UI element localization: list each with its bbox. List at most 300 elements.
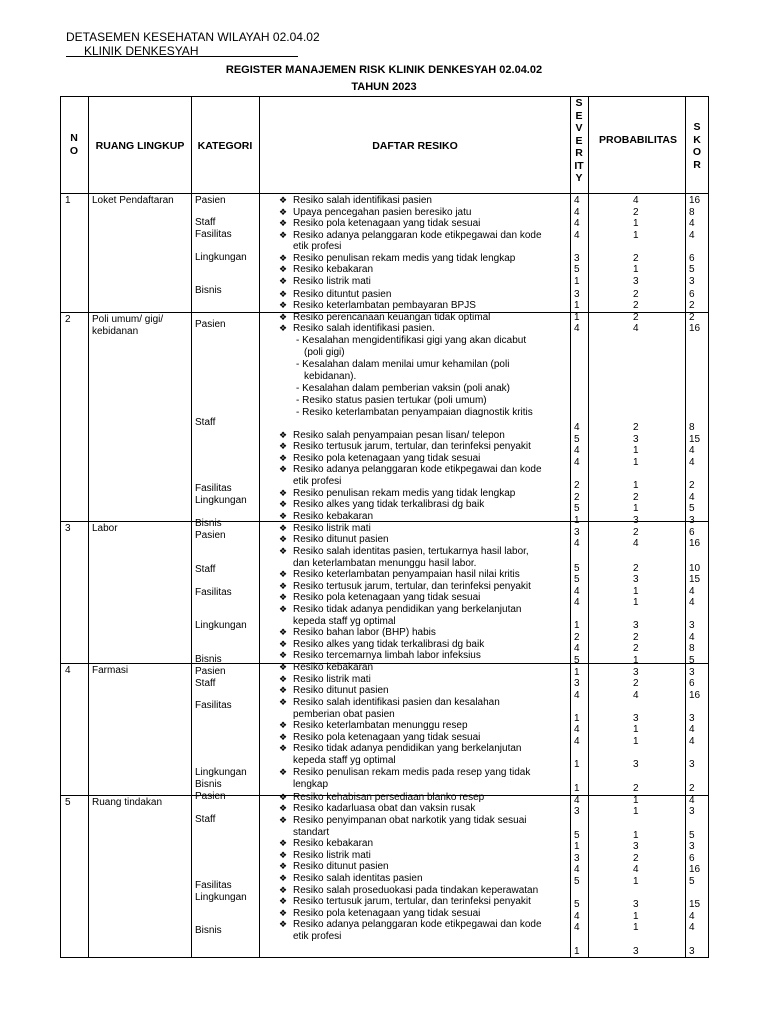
score-value: 3 bbox=[689, 946, 695, 957]
category-label: Lingkungan bbox=[195, 620, 247, 631]
bullet-icon: ❖ bbox=[279, 815, 288, 825]
header-probabilitas: PROBABILITAS bbox=[599, 134, 677, 146]
score-value: 8 bbox=[689, 643, 695, 654]
risk-item bbox=[279, 464, 566, 476]
risk-text: Resiko dituntut pasien bbox=[293, 289, 392, 300]
risk-item bbox=[279, 218, 566, 230]
score-value: 4 bbox=[689, 218, 695, 229]
probability-value: 2 bbox=[633, 207, 639, 218]
risk-item bbox=[279, 885, 566, 897]
probability-value: 1 bbox=[633, 830, 639, 841]
probability-value: 1 bbox=[633, 457, 639, 468]
risk-text: Resiko listrik mati bbox=[293, 674, 371, 685]
severity-value: 5 bbox=[574, 876, 580, 887]
header-no: N O bbox=[69, 132, 79, 157]
score-value: 4 bbox=[689, 445, 695, 456]
risk-text: Resiko salah penyampaian pesan lisan/ telepon bbox=[293, 430, 505, 441]
risk-item bbox=[279, 430, 566, 442]
risk-text: kepeda staff yg optimal bbox=[293, 616, 396, 627]
score-value: 4 bbox=[689, 632, 695, 643]
risk-item bbox=[279, 289, 566, 301]
score-value: 5 bbox=[689, 830, 695, 841]
category-label: Pasien bbox=[195, 666, 226, 677]
probability-value: 2 bbox=[633, 643, 639, 654]
probability-value: 1 bbox=[633, 264, 639, 275]
probability-value: 1 bbox=[633, 230, 639, 241]
bullet-icon: ❖ bbox=[279, 720, 288, 730]
col-divider bbox=[570, 97, 571, 957]
bullet-icon: ❖ bbox=[279, 697, 288, 707]
probability-value: 3 bbox=[633, 667, 639, 678]
bullet-icon: ❖ bbox=[279, 488, 288, 498]
severity-value: 4 bbox=[574, 218, 580, 229]
bullet-icon: ❖ bbox=[279, 523, 288, 533]
probability-value: 1 bbox=[633, 655, 639, 666]
bullet-icon: ❖ bbox=[279, 511, 288, 521]
probability-value: 2 bbox=[633, 527, 639, 538]
severity-value: 3 bbox=[574, 853, 580, 864]
severity-value: 4 bbox=[574, 445, 580, 456]
bullet-icon: ❖ bbox=[279, 441, 288, 451]
category-label: Fasilitas bbox=[195, 483, 232, 494]
probability-value: 1 bbox=[633, 724, 639, 735]
probability-value: 2 bbox=[633, 492, 639, 503]
risk-text: kebidanan). bbox=[304, 371, 357, 382]
probability-value: 2 bbox=[633, 632, 639, 643]
bullet-icon: ❖ bbox=[279, 792, 288, 802]
document-title: REGISTER MANAJEMEN RISK KLINIK DENKESYAH 02.04.02 bbox=[225, 64, 543, 76]
score-value: 2 bbox=[689, 312, 695, 323]
severity-value: 4 bbox=[574, 230, 580, 241]
severity-value: 4 bbox=[574, 736, 580, 747]
bullet-icon: ❖ bbox=[279, 861, 288, 871]
probability-value: 4 bbox=[633, 323, 639, 334]
risk-text: Resiko penyimpanan obat narkotik yang tidak sesuai bbox=[293, 815, 527, 826]
risk-register-table bbox=[60, 96, 709, 958]
score-value: 4 bbox=[689, 922, 695, 933]
severity-value: 3 bbox=[574, 806, 580, 817]
risk-text: Resiko tidak adanya pendidikan yang berkelanjutan bbox=[293, 743, 522, 754]
risk-item bbox=[279, 276, 566, 288]
risk-text: Resiko penulisan rekam medis yang tidak lengkap bbox=[293, 253, 516, 264]
bullet-icon: ❖ bbox=[279, 732, 288, 742]
probability-value: 3 bbox=[633, 574, 639, 585]
risk-item bbox=[279, 685, 566, 697]
risk-item bbox=[279, 838, 566, 850]
risk-text: Resiko adanya pelanggaran kode etikpegawai dan kode bbox=[293, 919, 542, 930]
risk-item bbox=[279, 569, 566, 581]
category-label: Pasien bbox=[195, 195, 226, 206]
category-label: Staff bbox=[195, 678, 216, 689]
risk-text: Resiko ditunut pasien bbox=[293, 861, 389, 872]
severity-value: 2 bbox=[574, 492, 580, 503]
bullet-icon: ❖ bbox=[279, 218, 288, 228]
severity-value: 4 bbox=[574, 795, 580, 806]
risk-item bbox=[293, 827, 566, 839]
risk-item bbox=[304, 371, 566, 383]
header-kategori: KATEGORI bbox=[197, 140, 253, 152]
score-value: 5 bbox=[689, 264, 695, 275]
bullet-icon: ❖ bbox=[279, 276, 288, 286]
probability-value: 3 bbox=[633, 946, 639, 957]
risk-item bbox=[279, 499, 566, 511]
severity-value: 5 bbox=[574, 655, 580, 666]
bullet-icon: ❖ bbox=[279, 743, 288, 753]
bullet-icon: ❖ bbox=[279, 195, 288, 205]
risk-item bbox=[279, 230, 566, 242]
bullet-icon: ❖ bbox=[279, 569, 288, 579]
risk-text: - Resiko status pasien tertukar (poli umum) bbox=[296, 395, 487, 406]
risk-item bbox=[279, 592, 566, 604]
clinic-name: KLINIK DENKESYAH bbox=[84, 44, 199, 58]
risk-text: Resiko ditunut pasien bbox=[293, 534, 389, 545]
category-label: Staff bbox=[195, 564, 216, 575]
risk-item bbox=[279, 732, 566, 744]
bullet-icon: ❖ bbox=[279, 289, 288, 299]
section-divider bbox=[61, 663, 708, 664]
probability-value: 3 bbox=[633, 713, 639, 724]
bullet-icon: ❖ bbox=[279, 627, 288, 637]
severity-value: 4 bbox=[574, 911, 580, 922]
score-value: 4 bbox=[689, 230, 695, 241]
risk-text: standart bbox=[293, 827, 330, 838]
section-number: 2 bbox=[65, 314, 71, 325]
risk-text: Resiko salah identifikasi pasien bbox=[293, 195, 432, 206]
risk-text: etik profesi bbox=[293, 241, 342, 252]
risk-item bbox=[296, 335, 566, 347]
section-name: Labor bbox=[92, 523, 118, 534]
risk-item bbox=[279, 546, 566, 558]
risk-text: Resiko pola ketenagaan yang tidak sesuai bbox=[293, 908, 481, 919]
score-value: 16 bbox=[689, 323, 701, 334]
bullet-icon: ❖ bbox=[279, 908, 288, 918]
severity-value: 4 bbox=[574, 864, 580, 875]
risk-item bbox=[293, 779, 566, 791]
risk-text: Upaya pencegahan pasien beresiko jatu bbox=[293, 207, 472, 218]
score-value: 4 bbox=[689, 911, 695, 922]
severity-value: 5 bbox=[574, 264, 580, 275]
score-value: 3 bbox=[689, 806, 695, 817]
score-value: 2 bbox=[689, 783, 695, 794]
category-label: Fasilitas bbox=[195, 229, 232, 240]
risk-text: Resiko penulisan rekam medis yang tidak lengkap bbox=[293, 488, 516, 499]
risk-item bbox=[293, 616, 566, 628]
bullet-icon: ❖ bbox=[279, 323, 288, 333]
category-label: Bisnis bbox=[195, 285, 222, 296]
risk-text: - Resiko keterlambatan penyampaian diagnostik kritis bbox=[296, 407, 533, 418]
header-severity: SEVERITY bbox=[574, 97, 584, 184]
risk-item bbox=[279, 850, 566, 862]
bullet-icon: ❖ bbox=[279, 803, 288, 813]
risk-text: Resiko penulisan rekam medis pada resep yang tidak bbox=[293, 767, 531, 778]
score-value: 8 bbox=[689, 207, 695, 218]
risk-item bbox=[279, 908, 566, 920]
section-number: 1 bbox=[65, 195, 71, 206]
category-label: Pasien bbox=[195, 791, 226, 802]
score-value: 4 bbox=[689, 795, 695, 806]
risk-text: Resiko salah identifikasi pasien dan kesalahan bbox=[293, 697, 500, 708]
score-value: 3 bbox=[689, 276, 695, 287]
risk-text: Resiko kebakaran bbox=[293, 511, 374, 522]
risk-text: Resiko tercemarnya limbah labor infeksius bbox=[293, 650, 481, 661]
risk-text: Resiko adanya pelanggaran kode etikpegawai dan kode bbox=[293, 230, 542, 241]
severity-value: 5 bbox=[574, 830, 580, 841]
bullet-icon: ❖ bbox=[279, 662, 288, 672]
probability-value: 3 bbox=[633, 276, 639, 287]
severity-value: 1 bbox=[574, 300, 580, 311]
risk-item bbox=[279, 453, 566, 465]
probability-value: 4 bbox=[633, 538, 639, 549]
risk-item bbox=[279, 697, 566, 709]
probability-value: 2 bbox=[633, 853, 639, 864]
risk-text: Resiko kebakaran bbox=[293, 264, 374, 275]
severity-value: 5 bbox=[574, 899, 580, 910]
probability-value: 1 bbox=[633, 736, 639, 747]
risk-item bbox=[279, 534, 566, 546]
risk-item bbox=[279, 767, 566, 779]
risk-text: Resiko adanya pelanggaran kode etikpegawai dan kode bbox=[293, 464, 542, 475]
risk-text: Resiko listrik mati bbox=[293, 850, 371, 861]
category-label: Staff bbox=[195, 217, 216, 228]
bullet-icon: ❖ bbox=[279, 264, 288, 274]
section-divider bbox=[61, 795, 708, 796]
risk-item bbox=[279, 207, 566, 219]
risk-text: Resiko tertusuk jarum, tertular, dan terinfeksi penyakit bbox=[293, 441, 531, 452]
probability-value: 1 bbox=[633, 922, 639, 933]
severity-value: 1 bbox=[574, 515, 580, 526]
bullet-icon: ❖ bbox=[279, 453, 288, 463]
section-name: Ruang tindakan bbox=[92, 797, 163, 808]
header-skor: SKOR bbox=[692, 121, 702, 171]
risk-item bbox=[279, 792, 566, 804]
score-value: 4 bbox=[689, 492, 695, 503]
risk-item bbox=[279, 488, 566, 500]
probability-value: 1 bbox=[633, 911, 639, 922]
risk-text: Resiko bahan labor (BHP) habis bbox=[293, 627, 436, 638]
severity-value: 1 bbox=[574, 276, 580, 287]
category-label: Lingkungan bbox=[195, 495, 247, 506]
score-value: 5 bbox=[689, 503, 695, 514]
bullet-icon: ❖ bbox=[279, 464, 288, 474]
severity-value: 4 bbox=[574, 586, 580, 597]
severity-value: 4 bbox=[574, 457, 580, 468]
risk-text: Resiko salah proseduokasi pada tindakan keperawatan bbox=[293, 885, 539, 896]
severity-value: 4 bbox=[574, 643, 580, 654]
category-label: Staff bbox=[195, 417, 216, 428]
score-value: 3 bbox=[689, 841, 695, 852]
risk-text: etik profesi bbox=[293, 931, 342, 942]
risk-item bbox=[279, 195, 566, 207]
org-underline bbox=[66, 56, 298, 57]
severity-value: 4 bbox=[574, 323, 580, 334]
score-value: 8 bbox=[689, 422, 695, 433]
severity-value: 2 bbox=[574, 480, 580, 491]
org-name: DETASEMEN KESEHATAN WILAYAH 02.04.02 bbox=[66, 30, 320, 44]
severity-value: 4 bbox=[574, 597, 580, 608]
risk-item bbox=[279, 581, 566, 593]
probability-value: 1 bbox=[633, 586, 639, 597]
risk-text: Resiko tertusuk jarum, tertular, dan terinfeksi penyakit bbox=[293, 581, 531, 592]
probability-value: 4 bbox=[633, 195, 639, 206]
probability-value: 2 bbox=[633, 422, 639, 433]
probability-value: 1 bbox=[633, 445, 639, 456]
risk-item bbox=[279, 604, 566, 616]
risk-item bbox=[279, 639, 566, 651]
bullet-icon: ❖ bbox=[279, 685, 288, 695]
probability-value: 2 bbox=[633, 312, 639, 323]
col-divider bbox=[588, 97, 589, 957]
bullet-icon: ❖ bbox=[279, 767, 288, 777]
severity-value: 4 bbox=[574, 207, 580, 218]
risk-item bbox=[279, 873, 566, 885]
probability-value: 3 bbox=[633, 759, 639, 770]
probability-value: 1 bbox=[633, 806, 639, 817]
score-value: 15 bbox=[689, 434, 701, 445]
risk-text: Resiko pola ketenagaan yang tidak sesuai bbox=[293, 592, 481, 603]
category-label: Lingkungan bbox=[195, 767, 247, 778]
score-value: 3 bbox=[689, 713, 695, 724]
risk-text: Resiko salah identitas pasien bbox=[293, 873, 423, 884]
risk-item bbox=[279, 861, 566, 873]
probability-value: 1 bbox=[633, 218, 639, 229]
risk-item bbox=[279, 312, 566, 324]
risk-text: Resiko kebakaran bbox=[293, 662, 374, 673]
severity-value: 1 bbox=[574, 783, 580, 794]
severity-value: 1 bbox=[574, 946, 580, 957]
probability-value: 1 bbox=[633, 503, 639, 514]
score-value: 4 bbox=[689, 736, 695, 747]
severity-value: 3 bbox=[574, 678, 580, 689]
risk-text: dan keterlambatan menunggu hasil labor. bbox=[293, 558, 477, 569]
probability-value: 2 bbox=[633, 253, 639, 264]
risk-item bbox=[279, 815, 566, 827]
risk-text: lengkap bbox=[293, 779, 329, 790]
severity-value: 5 bbox=[574, 574, 580, 585]
risk-item bbox=[279, 650, 566, 662]
risk-text: Resiko pola ketenagaan yang tidak sesuai bbox=[293, 218, 481, 229]
risk-text: Resiko kadarluasa obat dan vaksin rusak bbox=[293, 803, 476, 814]
probability-value: 1 bbox=[633, 876, 639, 887]
severity-value: 1 bbox=[574, 759, 580, 770]
category-label: Fasilitas bbox=[195, 700, 232, 711]
risk-text: Resiko salah identitas pasien, tertukarnya hasil labor, bbox=[293, 546, 529, 557]
probability-value: 3 bbox=[633, 620, 639, 631]
risk-item bbox=[293, 709, 566, 721]
bullet-icon: ❖ bbox=[279, 850, 288, 860]
risk-item bbox=[296, 395, 566, 407]
score-value: 3 bbox=[689, 759, 695, 770]
risk-item bbox=[279, 264, 566, 276]
probability-value: 4 bbox=[633, 690, 639, 701]
bullet-icon: ❖ bbox=[279, 604, 288, 614]
bullet-icon: ❖ bbox=[279, 650, 288, 660]
risk-item bbox=[296, 359, 566, 371]
risk-item bbox=[279, 300, 566, 312]
risk-text: Resiko tertusuk jarum, tertular, dan terinfeksi penyakit bbox=[293, 896, 531, 907]
bullet-icon: ❖ bbox=[279, 919, 288, 929]
risk-item bbox=[279, 323, 566, 335]
risk-item bbox=[279, 674, 566, 686]
bullet-icon: ❖ bbox=[279, 674, 288, 684]
severity-value: 4 bbox=[574, 690, 580, 701]
risk-item bbox=[279, 627, 566, 639]
document-year: TAHUN 2023 bbox=[351, 81, 417, 93]
probability-value: 1 bbox=[633, 597, 639, 608]
severity-value: 1 bbox=[574, 713, 580, 724]
score-value: 16 bbox=[689, 538, 701, 549]
risk-item bbox=[304, 347, 566, 359]
probability-value: 2 bbox=[633, 563, 639, 574]
probability-value: 2 bbox=[633, 783, 639, 794]
severity-value: 1 bbox=[574, 667, 580, 678]
col-divider bbox=[259, 97, 260, 957]
section-divider bbox=[61, 193, 708, 194]
col-divider bbox=[685, 97, 686, 957]
risk-item bbox=[279, 743, 566, 755]
risk-text: - Kesalahan mengidentifikasi gigi yang akan dicabut bbox=[296, 335, 527, 346]
bullet-icon: ❖ bbox=[279, 838, 288, 848]
category-label: Staff bbox=[195, 814, 216, 825]
severity-value: 1 bbox=[574, 841, 580, 852]
probability-value: 3 bbox=[633, 434, 639, 445]
score-value: 16 bbox=[689, 864, 701, 875]
risk-item bbox=[279, 253, 566, 265]
bullet-icon: ❖ bbox=[279, 499, 288, 509]
score-value: 10 bbox=[689, 563, 701, 574]
score-value: 16 bbox=[689, 690, 701, 701]
section-number: 3 bbox=[65, 523, 71, 534]
score-value: 6 bbox=[689, 527, 695, 538]
header-ruang-lingkup: RUANG LINGKUP bbox=[95, 140, 185, 152]
category-label: Bisnis bbox=[195, 779, 222, 790]
severity-value: 1 bbox=[574, 620, 580, 631]
risk-item bbox=[293, 755, 566, 767]
score-value: 5 bbox=[689, 876, 695, 887]
severity-value: 3 bbox=[574, 289, 580, 300]
section-name: Loket Pendaftaran bbox=[92, 195, 174, 206]
score-value: 3 bbox=[689, 667, 695, 678]
section-number: 4 bbox=[65, 665, 71, 676]
score-value: 6 bbox=[689, 678, 695, 689]
score-value: 16 bbox=[689, 195, 701, 206]
probability-value: 1 bbox=[633, 795, 639, 806]
bullet-icon: ❖ bbox=[279, 253, 288, 263]
risk-text: - Kesalahan dalam menilai umur kehamilan (poli bbox=[296, 359, 510, 370]
risk-item bbox=[279, 720, 566, 732]
severity-value: 2 bbox=[574, 632, 580, 643]
section-name: Farmasi bbox=[92, 665, 129, 676]
risk-item bbox=[279, 896, 566, 908]
score-value: 2 bbox=[689, 300, 695, 311]
score-value: 4 bbox=[689, 724, 695, 735]
score-value: 3 bbox=[689, 620, 695, 631]
score-value: 4 bbox=[689, 586, 695, 597]
risk-text: Resiko pola ketenagaan yang tidak sesuai bbox=[293, 732, 481, 743]
bullet-icon: ❖ bbox=[279, 207, 288, 217]
risk-item bbox=[279, 919, 566, 931]
severity-value: 4 bbox=[574, 922, 580, 933]
risk-text: Resiko kebakaran bbox=[293, 838, 374, 849]
risk-item bbox=[293, 241, 566, 253]
risk-text: Resiko listrik mati bbox=[293, 523, 371, 534]
risk-item bbox=[293, 931, 566, 943]
risk-text: Resiko alkes yang tidak terkalibrasi dg baik bbox=[293, 499, 485, 510]
severity-value: 5 bbox=[574, 563, 580, 574]
bullet-icon: ❖ bbox=[279, 873, 288, 883]
risk-text: etik profesi bbox=[293, 476, 342, 487]
bullet-icon: ❖ bbox=[279, 546, 288, 556]
col-divider bbox=[88, 97, 89, 957]
